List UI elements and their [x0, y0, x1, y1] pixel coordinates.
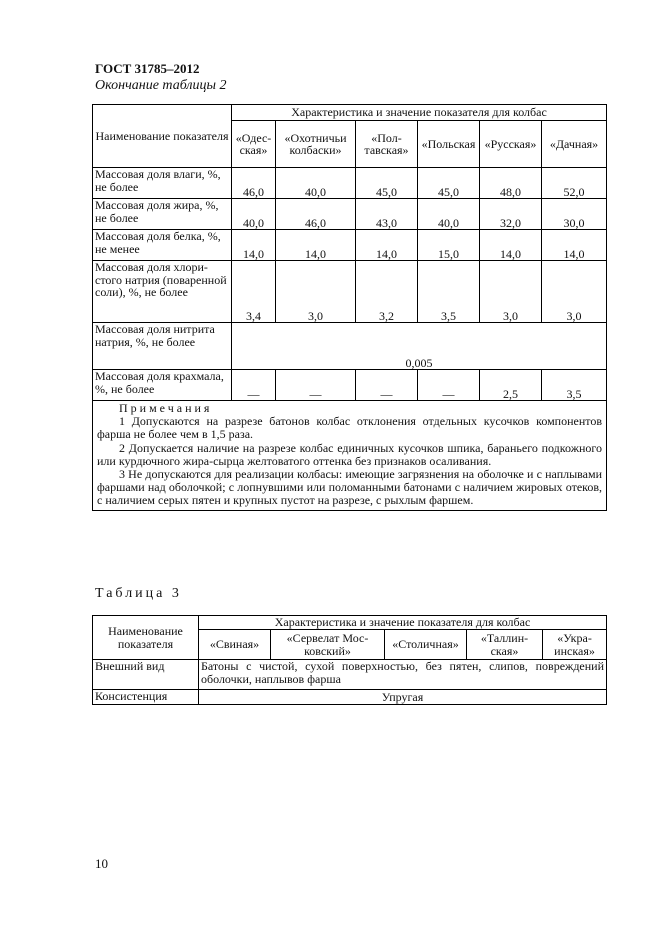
cell-value: 3,0 [480, 261, 542, 323]
cell-value: 3,4 [232, 261, 276, 323]
cell-value: 46,0 [232, 168, 276, 199]
table-row [93, 370, 607, 401]
column-header: «Охотничьи колбаски» [276, 121, 356, 168]
column-header: «Одесская» [232, 121, 276, 168]
table-3 [92, 615, 607, 705]
merged-cell-value: 0,005 [232, 323, 607, 370]
column-header: «Таллинская» [467, 630, 543, 660]
cell-value: 3,5 [418, 261, 480, 323]
column-header: «Свиная» [199, 630, 271, 660]
merged-cell-value: Упругая [199, 690, 607, 705]
cell-value: 3,5 [542, 370, 607, 401]
cell-value: 14,0 [356, 230, 418, 261]
cell-value: 40,0 [418, 199, 480, 230]
merged-cell-value: Батоны с чистой, сухой поверхностью, без пятен, слипов, повреждений оболочки, наплывов фарша [199, 660, 607, 690]
cell-value: 15,0 [418, 230, 480, 261]
cell-value: 43,0 [356, 199, 418, 230]
table-row [93, 690, 607, 705]
column-header: «Полтавская» [356, 121, 418, 168]
cell-value: 14,0 [276, 230, 356, 261]
column-header: «Дачная» [542, 121, 607, 168]
cell-value: — [418, 370, 480, 401]
cell-value: 2,5 [480, 370, 542, 401]
cell-value: 30,0 [542, 199, 607, 230]
standard-number: ГОСТ 31785–2012 [95, 61, 200, 76]
row-label: Массовая доля влаги, %, не более [93, 168, 232, 199]
cell-value: 45,0 [418, 168, 480, 199]
table-row [93, 199, 607, 230]
table-row [93, 323, 607, 370]
cell-value: 3,0 [276, 261, 356, 323]
cell-value: 14,0 [480, 230, 542, 261]
cell-value: 48,0 [480, 168, 542, 199]
cell-value: 45,0 [356, 168, 418, 199]
page-number: 10 [95, 856, 108, 871]
table-row [93, 261, 607, 323]
row-label: Массовая доля нитрита натрия, %, не более [93, 323, 232, 370]
column-header: «Украинская» [543, 630, 607, 660]
row-label: Массовая доля крахмала, %, не более [93, 370, 232, 401]
row-label: Внешний вид [93, 660, 199, 690]
row-label: Массовая доля жира, %, не более [93, 199, 232, 230]
cell-value: — [232, 370, 276, 401]
cell-value: — [356, 370, 418, 401]
cell-value: 52,0 [542, 168, 607, 199]
column-header: «Сервелат Московский» [271, 630, 385, 660]
column-header: «Польская [418, 121, 480, 168]
column-header: «Русская» [480, 121, 542, 168]
note-item: 1 Допускаются на разрезе батонов колбас отклонения отдельных кусочков компонентов фарша не более чем в 1,5 раза. [97, 414, 603, 442]
cell-value: 40,0 [276, 168, 356, 199]
name-header: Наименование показателя [93, 105, 232, 168]
note-item: 2 Допускается наличие на разрезе колбас единичных кусочков шпика, бараньего подкожного или курдючного жира-сырца желтоватого оттенка без признаков осаливания. [97, 440, 603, 468]
table-row [93, 168, 607, 199]
cell-value: 3,0 [542, 261, 607, 323]
row-label: Консистенция [93, 690, 199, 705]
row-label: Массовая доля белка, %, не менее [93, 230, 232, 261]
table-3-caption: Таблица 3 [95, 586, 182, 601]
cell-value: 46,0 [276, 199, 356, 230]
table-2 [92, 104, 607, 511]
note-item: 3 Не допускаются для реализации колбасы: имеющие загрязнения на оболочке и с наплывами фаршами над оболочкой; с лопнувшими или поломанными батонами с наличием жировых отеков, с наличием серых пятен и крупных пустот на разрезе, с рыхлым фаршем. [97, 467, 603, 508]
cell-value: 14,0 [542, 230, 607, 261]
cell-value: — [276, 370, 356, 401]
group-header: Характеристика и значение показателя для колбас [199, 616, 607, 630]
notes-row [93, 401, 607, 511]
cell-value: 14,0 [232, 230, 276, 261]
row-label: Массовая доля хлористого натрия (поваренной соли), %, не более [93, 261, 232, 323]
table-notes [93, 401, 607, 511]
group-header: Характеристика и значение показателя для колбас [232, 105, 607, 121]
cell-value: 40,0 [232, 199, 276, 230]
notes-title: Примечания [119, 401, 213, 415]
cell-value: 32,0 [480, 199, 542, 230]
table-row [93, 660, 607, 690]
cell-value: 3,2 [356, 261, 418, 323]
column-header: «Столичная» [385, 630, 467, 660]
table-row [93, 230, 607, 261]
table-continuation-caption: Окончание таблицы 2 [95, 78, 227, 93]
name-header: Наименование показателя [93, 616, 199, 660]
